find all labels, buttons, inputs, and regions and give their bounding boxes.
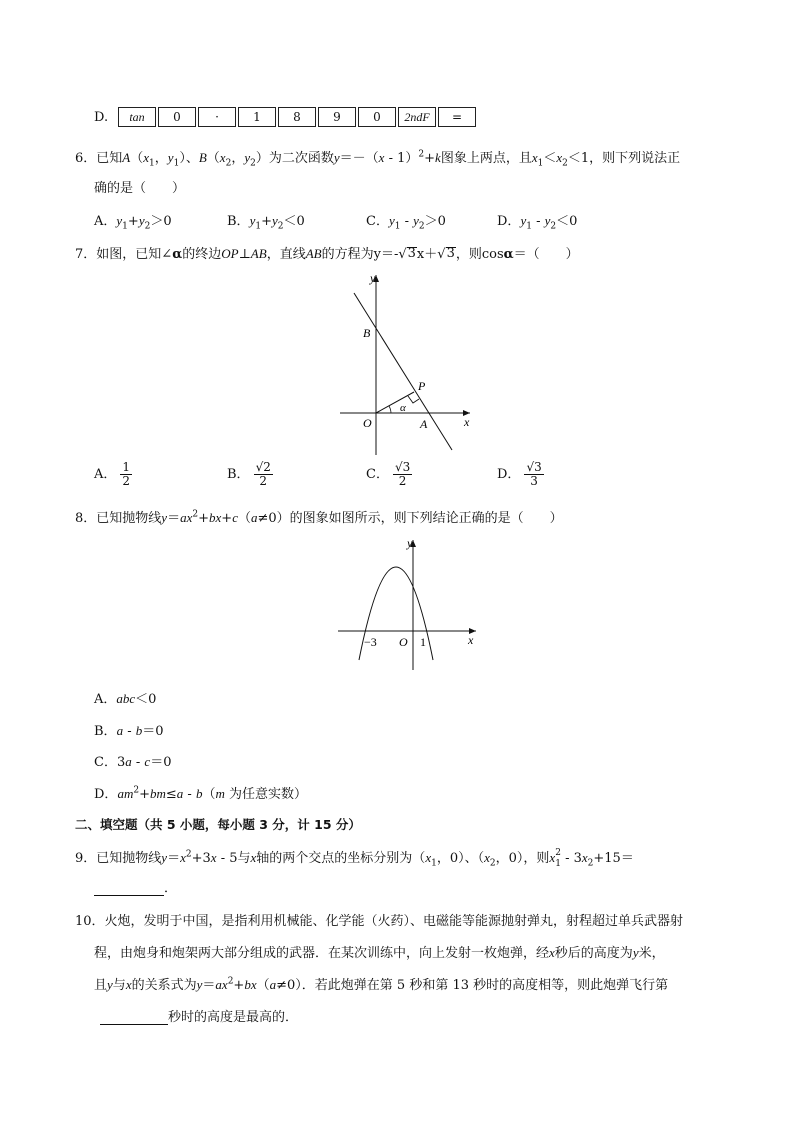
- question-6-line-1: 6．已知$A(x_1$，$y_1$）、$B(x_2$，$y_2$）为二次函数y＝－（x - 1）$^2$+k图象上两点，且$x_1<x_2<1$，则下列说法正: [75, 149, 681, 169]
- q7-option-a: [94, 461, 132, 488]
- q8-text: 的图象如图所示，则下列结论正确的是（ ）: [289, 511, 563, 526]
- q6-option-d: D．$y_1 - y_2<0$: [497, 213, 578, 232]
- question-10-line-1: [75, 910, 683, 929]
- q6-option-b: B．$y_1+y_2<0$: [227, 213, 305, 232]
- option-label: D．: [497, 214, 521, 229]
- q7-text: ＝（ ）: [513, 247, 579, 262]
- q8-figure: [332, 530, 482, 672]
- q8-option-a: A．abc＜0: [94, 691, 157, 707]
- q8-option-d: D．$am^2+bm\le a - b(m$ 为任意实数）: [94, 785, 307, 802]
- q6-text: 为二次函数: [268, 151, 334, 166]
- q7-option-b: B． $\frac{√2}{2}$: [227, 460, 271, 488]
- q7-option-c: C． $\frac{√3}{2}$: [366, 460, 411, 488]
- key-2ndf: 2ndF: [398, 107, 436, 127]
- key-equals: =: [438, 107, 476, 127]
- q6-option-a: A．$y_1+y_2>0$: [94, 213, 172, 232]
- q9-text: ，则: [523, 851, 550, 866]
- q10-text: 秒时的高度是最高的．: [168, 1010, 299, 1025]
- label-x: x: [468, 633, 474, 647]
- option-label: C．: [94, 755, 117, 770]
- label-y: y: [370, 271, 376, 285]
- key-0: 0: [158, 107, 196, 127]
- label-o: O: [363, 416, 372, 430]
- q9-text: 与: [237, 851, 251, 866]
- q6-text: 图象上两点，且: [440, 151, 532, 166]
- denominator: 2: [398, 474, 407, 488]
- question-number: 7．: [75, 247, 97, 262]
- question-number: 6．: [75, 151, 97, 166]
- question-10-line-3: 且y与x的关系式为$y=ax^2+bx(a\ne 0)$．若此炮弹在第 5 秒和第 13 秒时的高度相等，则此炮弹飞行第: [94, 976, 669, 993]
- question-9-line-1: 9．已知抛物线$y=x^2+3x - 5$与x轴的两个交点的坐标分别为（$x_1$，0）、（$x_2$，0），则x $_{2 1} - 3x_2+15=$: [75, 847, 634, 869]
- q8-text: 已知抛物线: [96, 511, 162, 526]
- section-title: 二、填空题（共 5 小题，每小题 3 分，计 15 分）: [75, 817, 361, 832]
- option-label: B．: [94, 724, 117, 739]
- q7-text: ，直线: [266, 247, 306, 262]
- option-label: B．: [227, 467, 250, 482]
- q7-text: x＋: [416, 247, 438, 262]
- label-y: y: [407, 536, 413, 550]
- segment-op: [376, 392, 414, 413]
- q10-text: 米，: [638, 946, 665, 961]
- label-b: B: [363, 326, 371, 340]
- key-8: 8: [278, 107, 316, 127]
- q7-figure: [330, 265, 480, 460]
- numerator: 3: [402, 460, 411, 474]
- q10-text: 火炮，发明于中国，是指利用机械能、化学能（火药）、电磁能等能源抛射弹丸，射程超过单兵武器射: [104, 914, 684, 929]
- q10-text: ．若此炮弹在第 5 秒和第 13 秒时的高度相等，则此炮弹飞行第: [301, 978, 669, 993]
- key-0b: 0: [358, 107, 396, 127]
- q10-text: 且: [94, 978, 108, 993]
- denominator: 2: [259, 474, 268, 488]
- key-9: 9: [318, 107, 356, 127]
- q7-option-d: D． $\frac{√3}{3}$: [497, 460, 542, 488]
- question-9-line-2: [94, 877, 177, 896]
- right-angle-mark: [408, 396, 419, 403]
- question-8-line-1: 8．已知抛物线$y=ax^2+bx+c(a\ne 0)$的图象如图所示，则下列结论正确的是（ ）: [75, 509, 563, 526]
- option-label: D．: [497, 467, 521, 482]
- calculator-key-sequence: [94, 105, 478, 129]
- question-10-line-2: 程，由炮身和炮架两大部分组成的武器．在某次训练中，向上发射一枚炮弹，经x秒后的高度为y米，: [94, 945, 665, 961]
- label-a: A: [420, 417, 428, 431]
- q9-text: 已知抛物线: [96, 851, 162, 866]
- numerator: 3: [534, 460, 542, 474]
- label-o: O: [399, 635, 408, 649]
- q7-text: ，则cos: [455, 247, 504, 262]
- q6-option-c: C．$y_1 - y_2>0$: [366, 213, 446, 232]
- option-label: D.: [94, 109, 109, 125]
- option-label: B．: [227, 214, 250, 229]
- q10-text: 的关系式为: [131, 978, 197, 993]
- label-alpha: α: [400, 402, 406, 414]
- label-minus3: −3: [364, 635, 377, 649]
- numerator: 2: [263, 460, 271, 474]
- question-number: 9．: [75, 851, 97, 866]
- label-p: P: [418, 379, 426, 393]
- label-x: x: [464, 415, 470, 429]
- q7-text: 如图，已知∠: [96, 247, 173, 262]
- denominator: 2: [122, 474, 131, 488]
- key-1: 1: [238, 107, 276, 127]
- question-number: 10．: [75, 914, 105, 929]
- q6-text: ，则下列说法正: [589, 151, 681, 166]
- q10-text: 程，由炮身和炮架两大部分组成的武器．在某次训练中，向上发射一枚炮弹，经: [94, 946, 550, 961]
- angle-arc: [389, 406, 391, 413]
- option-label: A．: [94, 214, 117, 229]
- q9-end: ．: [164, 881, 178, 896]
- option-suffix: 为任意实数）: [228, 787, 307, 802]
- option-label: A．: [94, 692, 117, 707]
- option-label: C．: [366, 467, 389, 482]
- question-number: 8．: [75, 511, 97, 526]
- q7-text: 的方程为y＝-: [321, 247, 399, 262]
- question-10-line-4: [100, 1006, 298, 1025]
- q6-text: 已知: [96, 151, 123, 166]
- label-one: 1: [420, 635, 426, 649]
- q8-option-b: B．a - b＝0: [94, 723, 164, 739]
- answer-blank[interactable]: [94, 881, 164, 896]
- q8-option-c: C．3a - c＝0: [94, 754, 172, 770]
- key-tan: tan: [118, 107, 156, 127]
- option-label: C．: [366, 214, 389, 229]
- option-label: D．: [94, 787, 118, 802]
- answer-blank[interactable]: [100, 1010, 168, 1025]
- denominator: 3: [530, 474, 538, 488]
- numerator: 1: [122, 460, 131, 474]
- question-6-line-2: 确的是（ ）: [94, 181, 186, 196]
- q9-text: 轴的两个交点的坐标分别为（: [256, 851, 426, 866]
- q10-text: 与: [112, 978, 126, 993]
- q7-text: 的终边: [182, 247, 222, 262]
- question-7-line-1: 7．如图，已知∠α的终边OP⊥AB，直线AB的方程为y＝-√ 3 x＋√ 3 ，则cosα＝（ ）: [75, 246, 579, 262]
- option-label: A．: [94, 467, 117, 482]
- key-dot: ·: [198, 107, 236, 127]
- q10-text: 秒后的高度为: [554, 946, 633, 961]
